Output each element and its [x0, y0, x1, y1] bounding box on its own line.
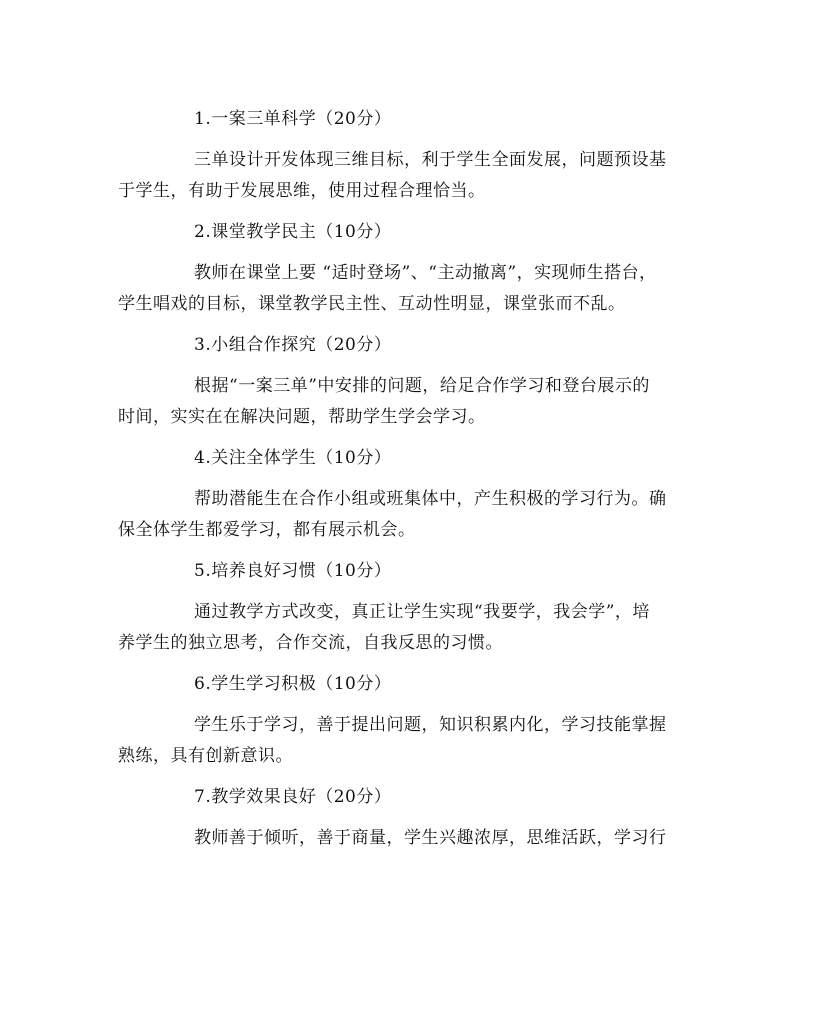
section-heading-4: 4.关注全体学生（10分） [194, 448, 392, 468]
section-paragraph-2 [118, 258, 702, 320]
section-heading-5: 5.培养良好习惯（10分） [194, 561, 392, 581]
paragraph-line: 熟练，具有创新意识。 [118, 746, 293, 766]
section-heading-1: 1.一案三单科学（20分） [194, 109, 392, 129]
section-paragraph-7 [118, 823, 702, 854]
paragraph-line: 教师在课堂上要 “适时登场”、“主动撤离”，实现师生搭台， [194, 263, 657, 283]
section-paragraph-5 [118, 597, 702, 659]
paragraph-line: 教师善于倾听，善于商量，学生兴趣浓厚，思维活跃，学习行 [194, 828, 667, 848]
paragraph-line: 时间，实实在在解决问题，帮助学生学会学习。 [118, 407, 486, 427]
section-paragraph-1 [118, 145, 702, 207]
section-heading-7: 7.教学效果良好（20分） [194, 787, 392, 807]
paragraph-line: 学生乐于学习，善于提出问题，知识积累内化，学习技能掌握 [194, 715, 667, 735]
section-paragraph-6 [118, 710, 702, 772]
paragraph-line: 于学生，有助于发展思维，使用过程合理恰当。 [118, 181, 486, 201]
paragraph-line: 学生唱戏的目标，课堂教学民主性、互动性明显，课堂张而不乱。 [118, 294, 626, 314]
paragraph-line: 保全体学生都爱学习，都有展示机会。 [118, 520, 416, 540]
paragraph-line: 通过教学方式改变，真正让学生实现“我要学，我会学”，培 [194, 602, 650, 622]
section-heading-6: 6.学生学习积极（10分） [194, 674, 392, 694]
section-heading-3: 3.小组合作探究（20分） [194, 335, 392, 355]
paragraph-line: 三单设计开发体现三维目标，利于学生全面发展，问题预设基 [194, 150, 667, 170]
paragraph-line: 根据“一案三单”中安排的问题，给足合作学习和登台展示的 [194, 376, 650, 396]
section-paragraph-3 [118, 371, 702, 433]
document-body [118, 104, 702, 864]
section-paragraph-4 [118, 484, 702, 546]
paragraph-line: 养学生的独立思考，合作交流，自我反思的习惯。 [118, 633, 503, 653]
section-heading-2: 2.课堂教学民主（10分） [194, 222, 392, 242]
paragraph-line: 帮助潜能生在合作小组或班集体中，产生积极的学习行为。确 [194, 489, 667, 509]
